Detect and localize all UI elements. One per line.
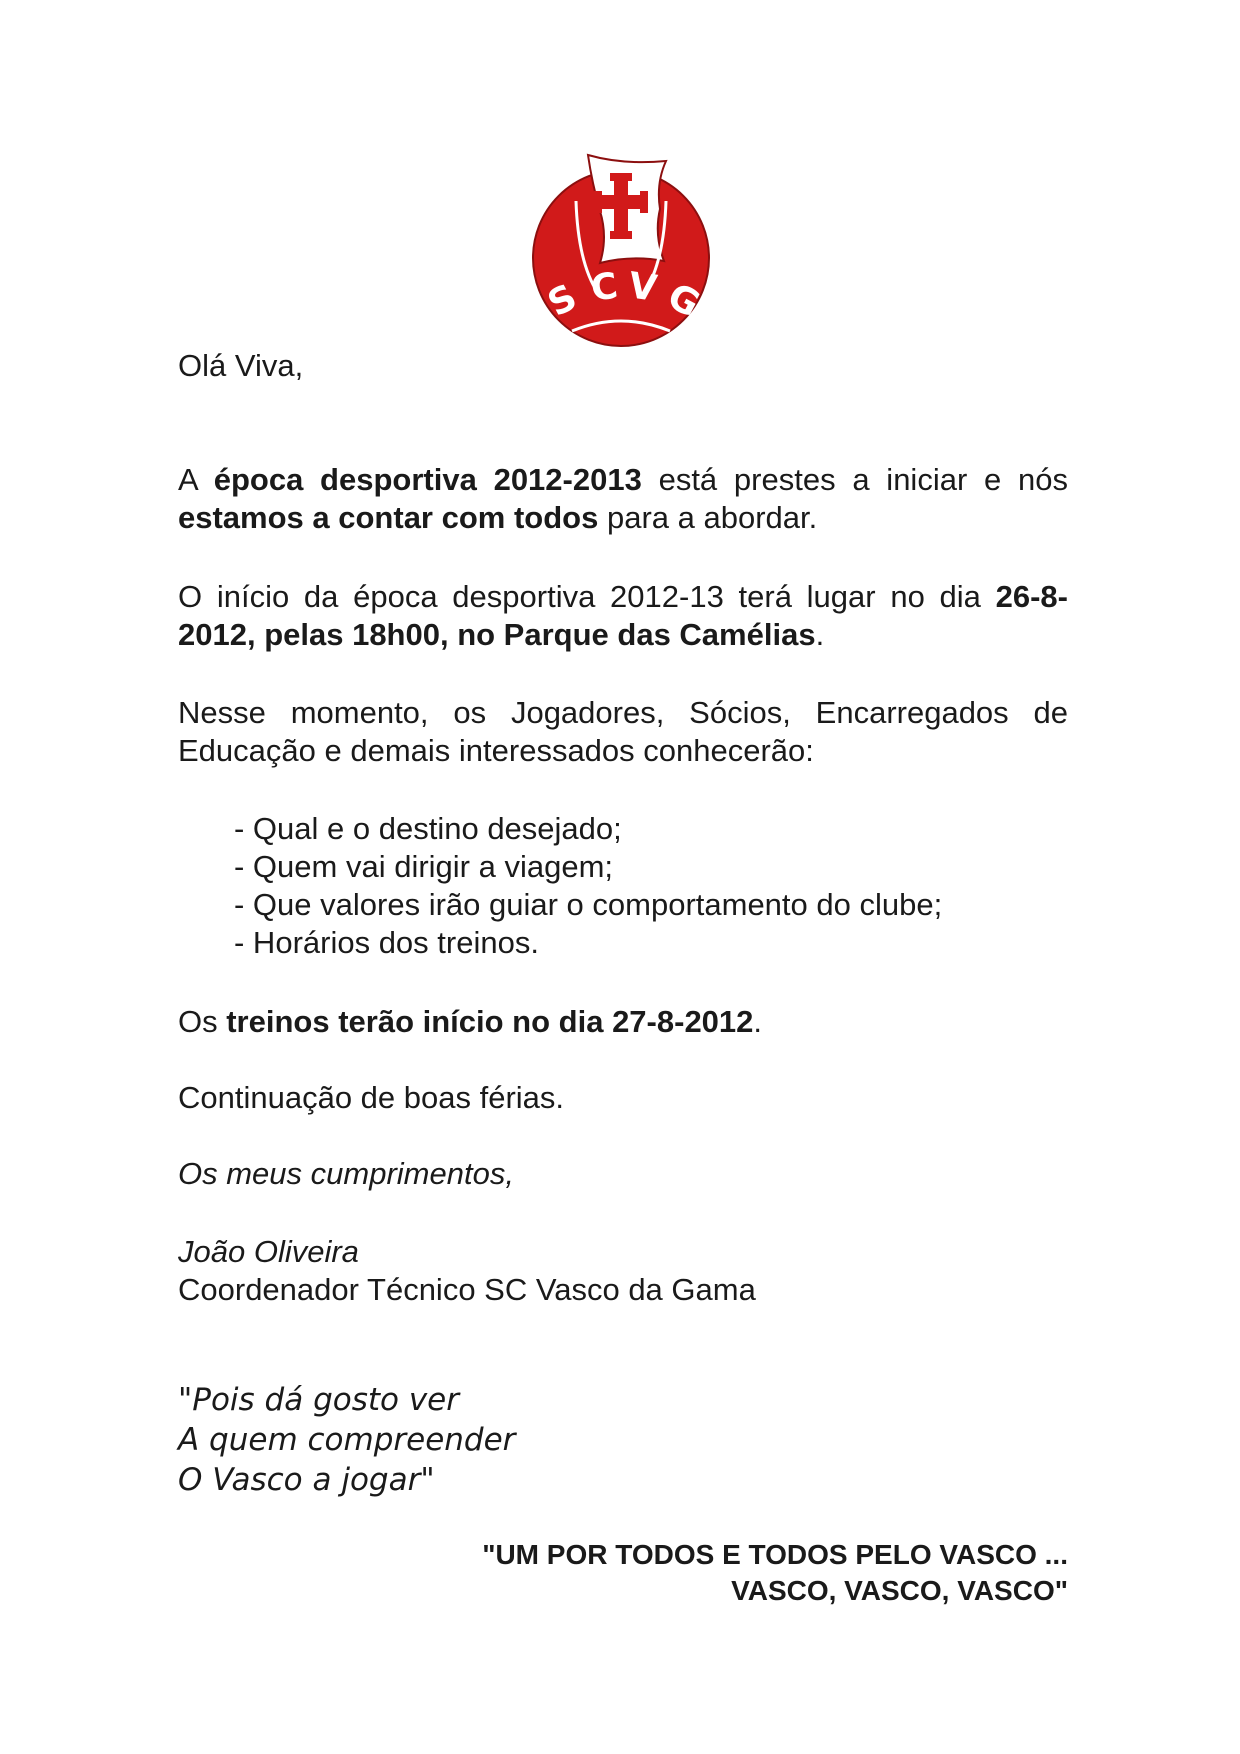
text-segment: A — [178, 462, 214, 497]
poem-line: O Vasco a jogar" — [178, 1462, 435, 1498]
bold-segment: época desportiva 2012-2013 — [213, 462, 642, 497]
svg-text:V: V — [625, 265, 660, 310]
motto-line: VASCO, VASCO, VASCO" — [731, 1575, 1068, 1606]
poem-line: "Pois dá gosto ver — [178, 1382, 459, 1418]
text-segment: . — [815, 617, 825, 652]
list-item: - Horários dos treinos. — [234, 925, 539, 960]
poem — [178, 1380, 878, 1500]
bold-segment: treinos terão início no dia 27-8-2012 — [226, 1004, 754, 1039]
club-motto — [268, 1537, 1068, 1609]
paragraph-holidays: Continuação de boas férias. — [178, 1080, 565, 1115]
greeting: Olá Viva, — [178, 348, 304, 383]
list-item: - Quem vai dirigir a viagem; — [234, 849, 614, 884]
svg-text:C: C — [588, 265, 621, 310]
paragraph-attendees: Nesse momento, os Jogadores, Sócios, Encarregados de Educação e demais interessados conhecerão: — [178, 695, 1068, 768]
paragraph-training-start — [178, 1003, 1068, 1041]
paragraph-season-start — [178, 461, 1068, 537]
text-segment: Os — [178, 1004, 227, 1039]
text-segment: O início da época desportiva 2012-13 terá lugar no dia — [178, 579, 996, 614]
list-item: - Qual e o destino desejado; — [234, 811, 622, 846]
text-segment: para a abordar. — [598, 500, 818, 535]
signature-role: Coordenador Técnico SC Vasco da Gama — [178, 1272, 756, 1307]
text-segment: está prestes a iniciar e nós — [641, 462, 1068, 497]
agenda-list — [234, 810, 1054, 962]
bold-segment: estamos a contar com todos — [178, 500, 599, 535]
bold-segment: 26-8-2012, pelas 18h00, no Parque das Camélias — [178, 579, 1068, 652]
list-item: - Que valores irão guiar o comportamento do clube; — [234, 887, 943, 922]
svg-text:S: S — [541, 276, 584, 326]
club-logo — [528, 143, 714, 349]
signature-name: João Oliveira — [178, 1234, 359, 1269]
svg-text:G: G — [660, 275, 707, 326]
paragraph-event-date — [178, 578, 1068, 654]
motto-line: "UM POR TODOS E TODOS PELO VASCO ... — [482, 1539, 1068, 1570]
text-segment: . — [753, 1004, 763, 1039]
closing-line: Os meus cumprimentos, — [178, 1156, 514, 1191]
poem-line: A quem compreender — [178, 1422, 516, 1458]
